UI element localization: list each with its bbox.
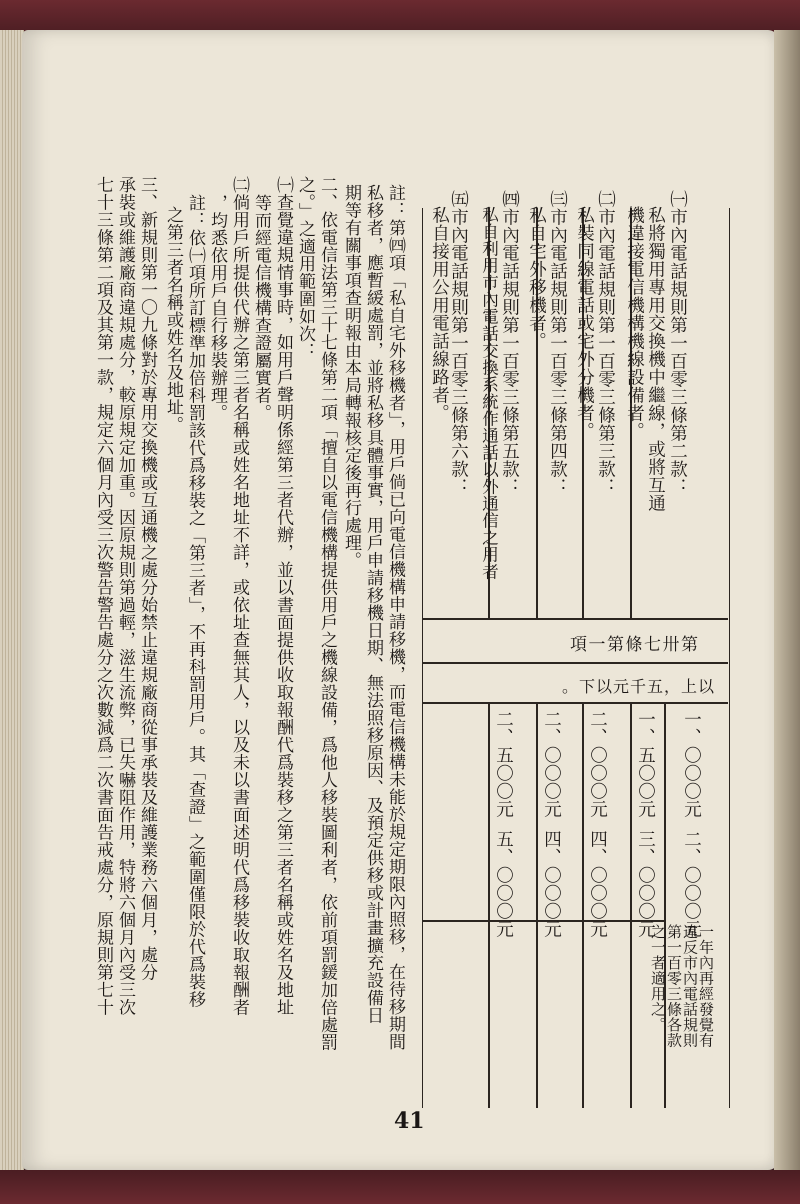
body-line-6: ㈠查覺違規情事時，如用戶聲明係經第三者代辦，並以書面提供收取報酬代爲裝移之第三者名稱或姓名及地址 bbox=[273, 176, 293, 1016]
fine-repeat-1: 二、〇〇〇元 bbox=[681, 830, 702, 938]
table-divider-1 bbox=[422, 618, 728, 620]
body-line-12: 三、新規則第一〇九條對於專用交換機或互通機之處分始禁止違規廠商從事承裝及維護業務六個月，處分 bbox=[137, 176, 157, 981]
offense-1-body-2: 機違接電信機構機線設備者。 bbox=[624, 206, 645, 440]
offense-1-lead: ㈠市內電話規則第一百零三條第二款： bbox=[667, 190, 688, 496]
note-line-3: 第一百零三條各款 bbox=[665, 924, 683, 1048]
body-line-2: 私移者，應暫緩處罰，並將私移具體事實，用戶申請移機日期、無法照移原因、及預定供移或計畫擴充設備日 bbox=[363, 184, 383, 1024]
page-number: 41 bbox=[394, 1108, 425, 1134]
table-divider-3 bbox=[422, 702, 728, 704]
offense-2-body: 私裝同線電話或宅外分機者。 bbox=[574, 206, 595, 440]
offense-5-lead: ㈤市內電話規則第一百零三條第六款： bbox=[448, 190, 469, 496]
body-line-5: 之。」之適用範圍如次： bbox=[295, 176, 315, 360]
body-line-7: 等而經電信機構查證屬實者。 bbox=[251, 194, 271, 422]
article-scope: 以上，五千元以下。 bbox=[562, 677, 716, 696]
body-line-4: 二、依電信法第三十七條第二項「擅自以電信機構提供用戶之機線設備，爲他人移裝圖利者，依前項罰鍰加倍處罰 bbox=[317, 176, 337, 1051]
offense-3-lead: ㈢市內電話規則第一百零三條第四款： bbox=[547, 190, 568, 496]
table-col-line bbox=[582, 702, 584, 1108]
book-page bbox=[22, 30, 778, 1170]
fine-repeat-5: 五、〇〇〇元 bbox=[493, 830, 514, 938]
article-heading: 第卅七條第一項 bbox=[570, 635, 700, 655]
body-line-8: ㈡倘用戶所提供代辦之第三者名稱或姓名地址不詳，或依址查無其人，以及未以書面述明代爲移裝收取報酬者 bbox=[229, 176, 249, 1016]
table-col-line bbox=[630, 702, 632, 1108]
offense-4-lead: ㈣市內電話規則第一百零三條第五款： bbox=[499, 190, 520, 496]
fine-first-3: 二、〇〇〇元 bbox=[587, 710, 608, 818]
book-binding-bottom bbox=[0, 1170, 800, 1204]
table-col-line bbox=[488, 702, 490, 1108]
body-line-3: 期等有關事項查明報由本局轉報核定後再行處理。 bbox=[341, 184, 361, 569]
note-line-2: 違反市內電話規則 bbox=[681, 924, 699, 1048]
body-line-1: 註：第㈣項「私自宅外移機者」，用戶倘已向電信機構申請移機，而電信機構未能於規定期限內照移，在待移期間 bbox=[385, 184, 405, 1051]
body-line-14: 七十三條第二項及其第一款，規定六個月內受三次警告警告處分之次數減爲二次書面告戒處分，原規則第七十 bbox=[93, 176, 113, 1016]
fine-first-4: 二、〇〇〇元 bbox=[541, 710, 562, 818]
fine-first-5: 二、五〇〇元 bbox=[493, 710, 514, 818]
note-line-4: 之一者適用之。 bbox=[649, 924, 667, 1033]
book-spine-right bbox=[774, 30, 800, 1174]
offense-3-body: 私自宅外移機者。 bbox=[526, 206, 547, 350]
fine-repeat-2: 三、〇〇〇元 bbox=[635, 830, 656, 938]
offense-1-body-1: 私將獨用專用交換機中繼線，或將互通 bbox=[645, 206, 666, 512]
body-line-9: ，均悉依用戶自行移裝辦理。 bbox=[207, 194, 227, 422]
fine-first-2: 一、五〇〇元 bbox=[635, 710, 656, 818]
offense-2-lead: ㈡市內電話規則第一百零三條第三款： bbox=[595, 190, 616, 496]
offense-4-body: 私自利用市內電話交換系統作通話以外通信之用者 bbox=[479, 206, 499, 580]
table-divider-2 bbox=[422, 662, 728, 664]
table-col-line bbox=[536, 702, 538, 1108]
fine-repeat-3: 四、〇〇〇元 bbox=[587, 830, 608, 938]
body-line-10: 註：依㈠項所訂標準加倍科罰該代爲移裝之「第三者」，不再科罰用戶。其「查證」之範圍僅限於代爲裝移 bbox=[185, 194, 205, 1008]
body-line-11: 之第三者名稱或姓名及地址。 bbox=[163, 206, 183, 434]
body-line-13: 承裝或維護廠商違規處分，較原規定加重。因原規則第過輕，滋生流弊，已失嚇阻作用，特將六個月內受三次 bbox=[115, 176, 135, 1016]
fine-first-1: 一、〇〇〇元 bbox=[681, 710, 702, 818]
page-stack-edge bbox=[0, 30, 24, 1174]
fine-repeat-4: 四、〇〇〇元 bbox=[541, 830, 562, 938]
note-line-1: 一年內再經發覺有 bbox=[697, 924, 715, 1048]
offense-5-body: 私自接用公用電話線路者。 bbox=[429, 206, 450, 422]
